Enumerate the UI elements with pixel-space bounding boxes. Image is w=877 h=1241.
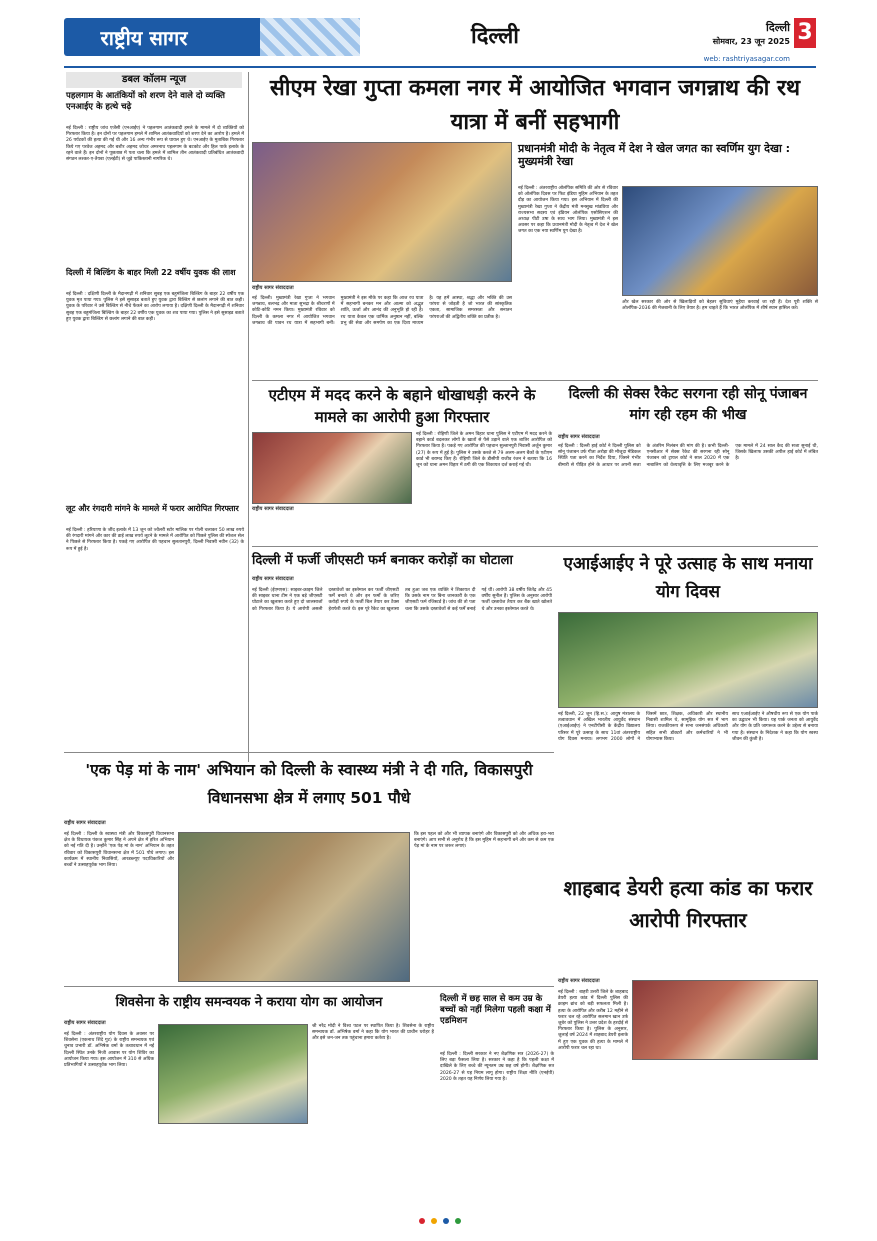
ped-headline: 'एक पेड़ मां के नाम' अभियान को दिल्ली के स्वास्थ्य मंत्री ने दी गति, विकासपुरी विधानसभा क्षेत्र में लगाए 501 पौधे xyxy=(85,761,533,807)
gst-headline: दिल्ली में फर्जी जीएसटी फर्म बनाकर करोड़ों का घोटाला xyxy=(252,553,513,568)
lead-photo xyxy=(252,142,512,282)
footer-bar xyxy=(64,1218,816,1230)
atm-caption: राष्ट्रीय सागर संवाददाता xyxy=(252,506,294,512)
yoga-body: नई दिल्ली, 22 जून (हि.स.): आयुष मंत्रालय के तत्वावधान में अखिल भारतीय आयुर्वेद संस्थान (एआईआईए) ने एनटीपीसी के केंद्रीय विद्यालय परिसर में पूरे उत्साह के साथ 11वां अंतरराष्ट्रीय योग दिवस मनाया। लगभग 2000 लोगों ने जिसमें छात्र, शिक्षक, अधिकारी और स्थानीय निवासी शामिल थे, सामूहिक योग सत्र में भाग लिया। राजकीयरूप से सभा जनसंपर्क अधिकारी सहित सभी डॉक्टरों और कर्मचारियों ने भी योगाभ्यास किया। xyxy=(558,712,730,742)
masthead-rule xyxy=(64,66,816,68)
ped-body: नई दिल्ली : दिल्ली के स्वास्थ्य मंत्री और विकासपुरी विधानसभा क्षेत्र के विधायक पंकज कुमार सिंह ने अपने क्षेत्र में हरित अभियान को नई गति दी है। उन्होंने 'एक पेड़ मां के नाम' अभियान के तहत रविवार को विकासपुरी विधानसभा क्षेत्र में 501 पौधे लगाए। इस कार्यक्रम में स्थानीय निवासियों, आरडब्ल्यूए पदाधिकारियों और बच्चों ने उत्साहपूर्वक भाग लिया। xyxy=(64,832,176,869)
shiv-body: नई दिल्ली : अंतरराष्ट्रीय योग दिवस के अवसर पर शिवसेना (एकनाथ शिंदे गुट) के राष्ट्रीय समन्वयक एवं चुनाव प्रभारी डॉ. अभिषेक वर्मा के तत्वावधान में नई दिल्ली स्थित उनके निजी आवास पर योग शिविर का आयोजन किया गया। इस आयोजन में 310 से अधिक प्रतिभागियों ने उत्साहपूर्वक भाग लिया। xyxy=(64,1032,156,1069)
ped-body-2: कि इस पहल को और भी व्यापक बनाएंगे और विकासपुरी को और अधिक हरा-भरा बनाएंगे। आप सभी से अनुरोध है कि इस मुहिम में सहभागी बनें और कम से कम एक पेड़ मां के नाम पर जरूर लगाएं। xyxy=(414,832,556,850)
atm-photo xyxy=(252,432,412,504)
yoga-body-2: साथ एआईआईए ने औषधीय रूप से एक योग पार्क का उद्घाटन भी किया। यह पार्क जनता को आयुर्वेद और योग के प्रति जागरूक करने के उद्देश्य से बनाया गया है। संस्थान के निदेशक ने कहा कि योग स्वस्थ जीवन की कुंजी है। xyxy=(732,712,820,742)
shahbad-headline: शाहबाद डेयरी हत्या कांड का फरार आरोपी गिरफ्तार xyxy=(563,876,813,932)
section-label: डबल कॉलम न्यूज xyxy=(66,72,242,88)
left-headline-2: दिल्ली में बिल्डिंग के बाहर मिली 22 वर्षीय युवक की लाश xyxy=(66,268,236,277)
yoga-headline: एआईआईए ने पूरे उत्साह के साथ मनाया योग दिवस xyxy=(563,554,813,602)
gst-body: नई दिल्ली (ईएमएस): साइबर-क्राइम जिले की साइबर थाना टीम ने एक बड़े जीएसटी घोटाले का खुलासा करते हुए दो जालसाजों को गिरफ्तार किया है। ये आरोपी असली दस्तावेजों का इस्तेमाल कर फर्जी जीएसटी फर्में बनाते थे और इन फर्मों के जरिए करोड़ों रुपये के फर्जी बिल तैयार कर टैक्स हेराफेरी करते थे। इस पूरे रैकेट का खुलासा तब हुआ जब एक व्यक्ति ने शिकायत दी कि उसके नाम पर बिना जानकारी के एक जीएसटी फर्म रजिस्टर्ड है। जांच की तो पता चला कि उसके दस्तावेजों से कई फर्में बनाई गई थीं। आरोपी 38 वर्षीय जितेंद्र और 45 वर्षीय सुनील हैं। पुलिस के अनुसार आरोपी फर्जी दस्तावेज तैयार कर बैंक खाते खोलते थे और उनका इस्तेमाल करते थे। xyxy=(252,588,554,612)
yoga-photo xyxy=(558,612,818,708)
sex-body: नई दिल्ली : दिल्ली हाई कोर्ट ने दिल्ली पुलिस को सोनू पंजाबन उर्फ गीता अरोड़ा की मौजूदा मेडिकल स्थिति पता करने का निर्देश दिया, जिसने गंभीर बीमारी से पीड़ित होने के आधार पर अपनी सजा के अंतरिम निलंबन की मांग की है। कभी दिल्ली-एनसीआर में सेक्स रैकेट की सरगना रही सोनू पंजाबन को ट्रायल कोर्ट ने साल 2020 में एक नाबालिग को वेश्यावृत्ति के लिए मजबूर करने के एक मामले में 24 साल कैद की सजा सुनाई थी, जिसके खिलाफ उसकी अपील हाई कोर्ट में लंबित है। xyxy=(558,444,820,468)
divider-1 xyxy=(252,380,818,381)
left-body-2: नई दिल्ली : दक्षिणी दिल्ली के मैदानगढ़ी में शनिवार सुबह एक बहुमंजिला बिल्डिंग के बाहर 22 वर्षीय एक युवक मृत पाया गया। पुलिस ने इसे सुसाइड बताते हुए युवक द्वारा बिल्डिंग से छलांग लगाने की बात कही। युवक के परिवार ने उसे बिल्डिंग से नीचे फेंकने का आरोप लगाया है। दक्षिणी दिल्ली के मैदानगढ़ी में शनिवार सुबह एक बहुमंजिला बिल्डिंग के बाहर 22 वर्षीय एक युवक का शव पाया गया। पुलिस ने इसे सुसाइड बताते हुए युवक द्वारा बिल्डिंग से छलांग लगाने की बात कही। xyxy=(66,292,246,322)
shahbad-photo xyxy=(632,980,818,1060)
masthead-web: web: rashtriyasagar.com xyxy=(703,55,790,63)
lead-headline: सीएम रेखा गुप्ता कमला नगर में आयोजित भगवान जगन्नाथ की रथ यात्रा में बनीं सहभागी xyxy=(269,76,801,135)
atm-body: नई दिल्ली : रोहिणी जिले के अमन विहार थाना पुलिस ने एटीएम में मदद करने के बहाने कार्ड बदलकर लोगों के खातों से पैसे उड़ाने वाले एक शातिर आरोपित को गिरफ्तार किया है। पकड़े गए आरोपित की पहचान सुल्तानपुरी निवासी अर्जुन कुमार (27) के रूप में हुई है। पुलिस ने उसके कब्जे से 79 अलग-अलग बैंकों के एटीएम कार्ड भी बरामद किए हैं। रोहिणी जिले के डीसीपी राजीव रंजन ने बताया कि 16 जून को थाना अमन विहार में ठगी की एक शिकायत दर्ज कराई गई थी। xyxy=(416,432,554,469)
masthead-brand: राष्ट्रीय सागर xyxy=(100,26,188,50)
admission-body: नई दिल्ली : दिल्ली सरकार ने नए शैक्षणिक सत्र (2026-27) के लिए बड़ा फैसला लिया है। सरकार ने कहा है कि पहली कक्षा में दाखिले के लिए बच्चे की न्यूनतम उम्र छह वर्ष होगी। शैक्षणिक सत्र 2026-27 से यह नियम लागू होगा। राष्ट्रीय शिक्षा नीति (एनईपी) 2020 के तहत यह निर्णय लिया गया है। xyxy=(440,1052,556,1082)
lead-caption: राष्ट्रीय सागर संवाददाता xyxy=(252,285,294,291)
khel-body: नई दिल्ली : अंतरराष्ट्रीय ओलंपिक समिति की ओर से रविवार को ओलंपिक दिवस पर फिट इंडिया मुहिम अभियान के तहत दौड़ का आयोजन किया गया। इस अभियान में दिल्ली की मुख्यमंत्री रेखा गुप्ता ने केंद्रीय मंत्री मनसुख मांडविया और राज्यसभा सदस्य एवं इंडियन ओलंपिक एसोसिएशन की अध्यक्ष पीटी उषा के साथ भाग लिया। मुख्यमंत्री ने इस अवसर पर कहा कि प्रधानमंत्री मोदी के नेतृत्व में देश ने खेल जगत का एक नया स्वर्णिम युग देखा है। xyxy=(518,186,620,235)
masthead-edition: दिल्ली xyxy=(471,24,519,49)
shiv-caption: राष्ट्रीय सागर संवाददाता xyxy=(64,1020,106,1026)
ped-caption: राष्ट्रीय सागर संवाददाता xyxy=(64,820,106,826)
masthead-city: दिल्ली xyxy=(766,21,790,34)
shiv-headline: शिवसेना के राष्ट्रीय समन्वयक ने कराया योग का आयोजन xyxy=(115,995,383,1010)
shahbad-caption: राष्ट्रीय सागर संवाददाता xyxy=(558,978,600,984)
sex-caption: राष्ट्रीय सागर संवाददाता xyxy=(558,434,600,440)
page-number: 3 xyxy=(794,18,816,48)
khel-photo xyxy=(622,186,818,296)
left-body-3: नई दिल्ली : हरियाणा के जींद इलाके में 13 जून को ज्वैलरी स्टोर मालिक पर गोली चलाकर 50 लाख रुपये की रंगदारी मांगने और कार की डाई लाख रुपये लूटने के मामले में आरोपित को पिछले पुलिस की स्पेशल सेल ने पिछले से गिरफ्तार किया है। पकड़े गए आरोपित की पहचान सुलतानपुरी, दिल्ली निवासी नवीन (32) के रूप में हुई है। xyxy=(66,528,246,552)
khel-body-2: और खेल सरकार की ओर से खिलाड़ियों को बेहतर सुविधाएं मुहैया करवाई जा रही हैं। देश पूरी शक्ति से ओलंपिक-2036 की मेजबानी के लिए तैयार है। हम चाहते हैं कि भारत ओलंपिक में शीर्ष स्थान हासिल करे। xyxy=(622,300,820,312)
khel-headline: प्रधानमंत्री मोदी के नेतृत्व में देश ने खेल जगत का स्वर्णिम युग देखा : मुख्यमंत्री रेखा xyxy=(518,142,791,168)
shahbad-body: नई दिल्ली : बाहरी उत्तरी जिले के शाहबाद डेयरी हत्या कांड में दिल्ली पुलिस की क्राइम ब्रांच को बड़ी सफलता मिली है। हत्या के आरोपित और करीब 12 महीने से फरार चल रहे आरोपित सलमान खान उर्फ जुबेर को पुलिस ने उत्तर प्रदेश के हरदोई से गिरफ्तार किया है। पुलिस के अनुसार, जुलाई वर्ष 2024 में शाहबाद डेयरी इलाके में हुए एक युवक की हत्या के मामले में आरोपी फरार चल रहा था। xyxy=(558,990,630,1051)
admission-headline: दिल्ली में छह साल से कम उम्र के बच्चों को नहीं मिलेगा पहली कक्षा में एडमिशन xyxy=(440,994,551,1026)
sex-headline: दिल्ली की सेक्स रैकेट सरगना रही सोनू पंजाबन मांग रही रहम की भीख xyxy=(568,386,808,423)
left-col-divider xyxy=(248,72,249,762)
left-headline-1: पहलगाम के आतंकियों को शरण देने वाले दो व्यक्ति एनआईए के हत्थे चढ़े xyxy=(66,91,225,112)
masthead-date: सोमवार, 23 जून 2025 xyxy=(712,37,790,46)
ped-photo xyxy=(178,832,410,982)
lead-body: नई दिल्ली। मुख्यमंत्री रेखा गुप्ता ने भगवान जगन्नाथ, बलभद्र और माता सुभद्रा के श्रीचरणों में कोटि-कोटि नमन किया। मुख्यमंत्री रविवार को दिल्ली के कमला नगर में आयोजित भगवान जगन्नाथ की पावन रथ यात्रा में सहभागी बनीं। मुख्यमंत्री ने इस मौके पर कहा कि आज रथ यात्रा में सहभागी बनकर मन और आत्मा को अद्भुत शांति, ऊर्जा और आनंद की अनुभूति हो रही है। रथ यात्रा केवल एक धार्मिक अनुष्ठान नहीं, बल्कि प्रभु की सेवा और समर्पण का एक दिव्य माध्यम है। यह हमें आस्था, श्रद्धा और भक्ति की उस परंपरा से जोड़ती है जो भारत की सांस्कृतिक एकता, सामाजिक समरसता और सनातन परंपराओं की अद्वितीय शक्ति का प्रतीक है। xyxy=(252,296,514,326)
gst-caption: राष्ट्रीय सागर संवाददाता xyxy=(252,576,294,582)
shiv-body-2: श्री नरेंद्र मोदी ने विश्व पटल पर स्थापित किया है। शिवसेना के राष्ट्रीय समन्वयक डॉ. अभिषेक वर्मा ने कहा कि योग भारत की प्राचीन धरोहर है और इसे जन-जन तक पहुंचाना हमारा कर्तव्य है। xyxy=(312,1024,436,1042)
shiv-photo xyxy=(158,1024,308,1124)
atm-headline: एटीएम में मदद करने के बहाने धोखाधड़ी करने के मामले का आरोपी हुआ गिरफ्तार xyxy=(268,386,536,426)
left-body-1: नई दिल्ली : राष्ट्रीय जांच एजेंसी (एनआईए) ने पहलगाम आतंकवादी हमले के मामले में दो व्यक्तियों को गिरफ्तार किया है। इन दोनों पर पहलगाम हमले में शामिल आतंकवादियों को शरण देने का आरोप है। हमले में 26 पर्यटकों की हत्या की गई थी और 16 अन्य गंभीर रूप से घायल हुए थे। एनआईए के मुताबिक गिरफ्तार किये गए परवेज अहमद और बशीर अहमद जोथर अमरनाथ पहलगाम के बटकोट और हिल पार्क इलाके के रहने वाले हैं। इन दोनों ने पूछताछ में पता चला कि हमले में शामिल तीन आतंकवादी प्रतिबंधित आतंकवादी संगठन लश्कर-ए-तैयबा (एलईटी) से जुड़े पाकिस्तानी नागरिक थे। xyxy=(66,126,246,163)
masthead-pattern xyxy=(260,18,360,56)
divider-2 xyxy=(252,546,818,547)
divider-4 xyxy=(64,986,554,987)
left-headline-3: लूट और रंगदारी मांगने के मामले में फरार आरोपित गिरफ्तार xyxy=(66,504,239,513)
divider-3 xyxy=(64,752,554,753)
